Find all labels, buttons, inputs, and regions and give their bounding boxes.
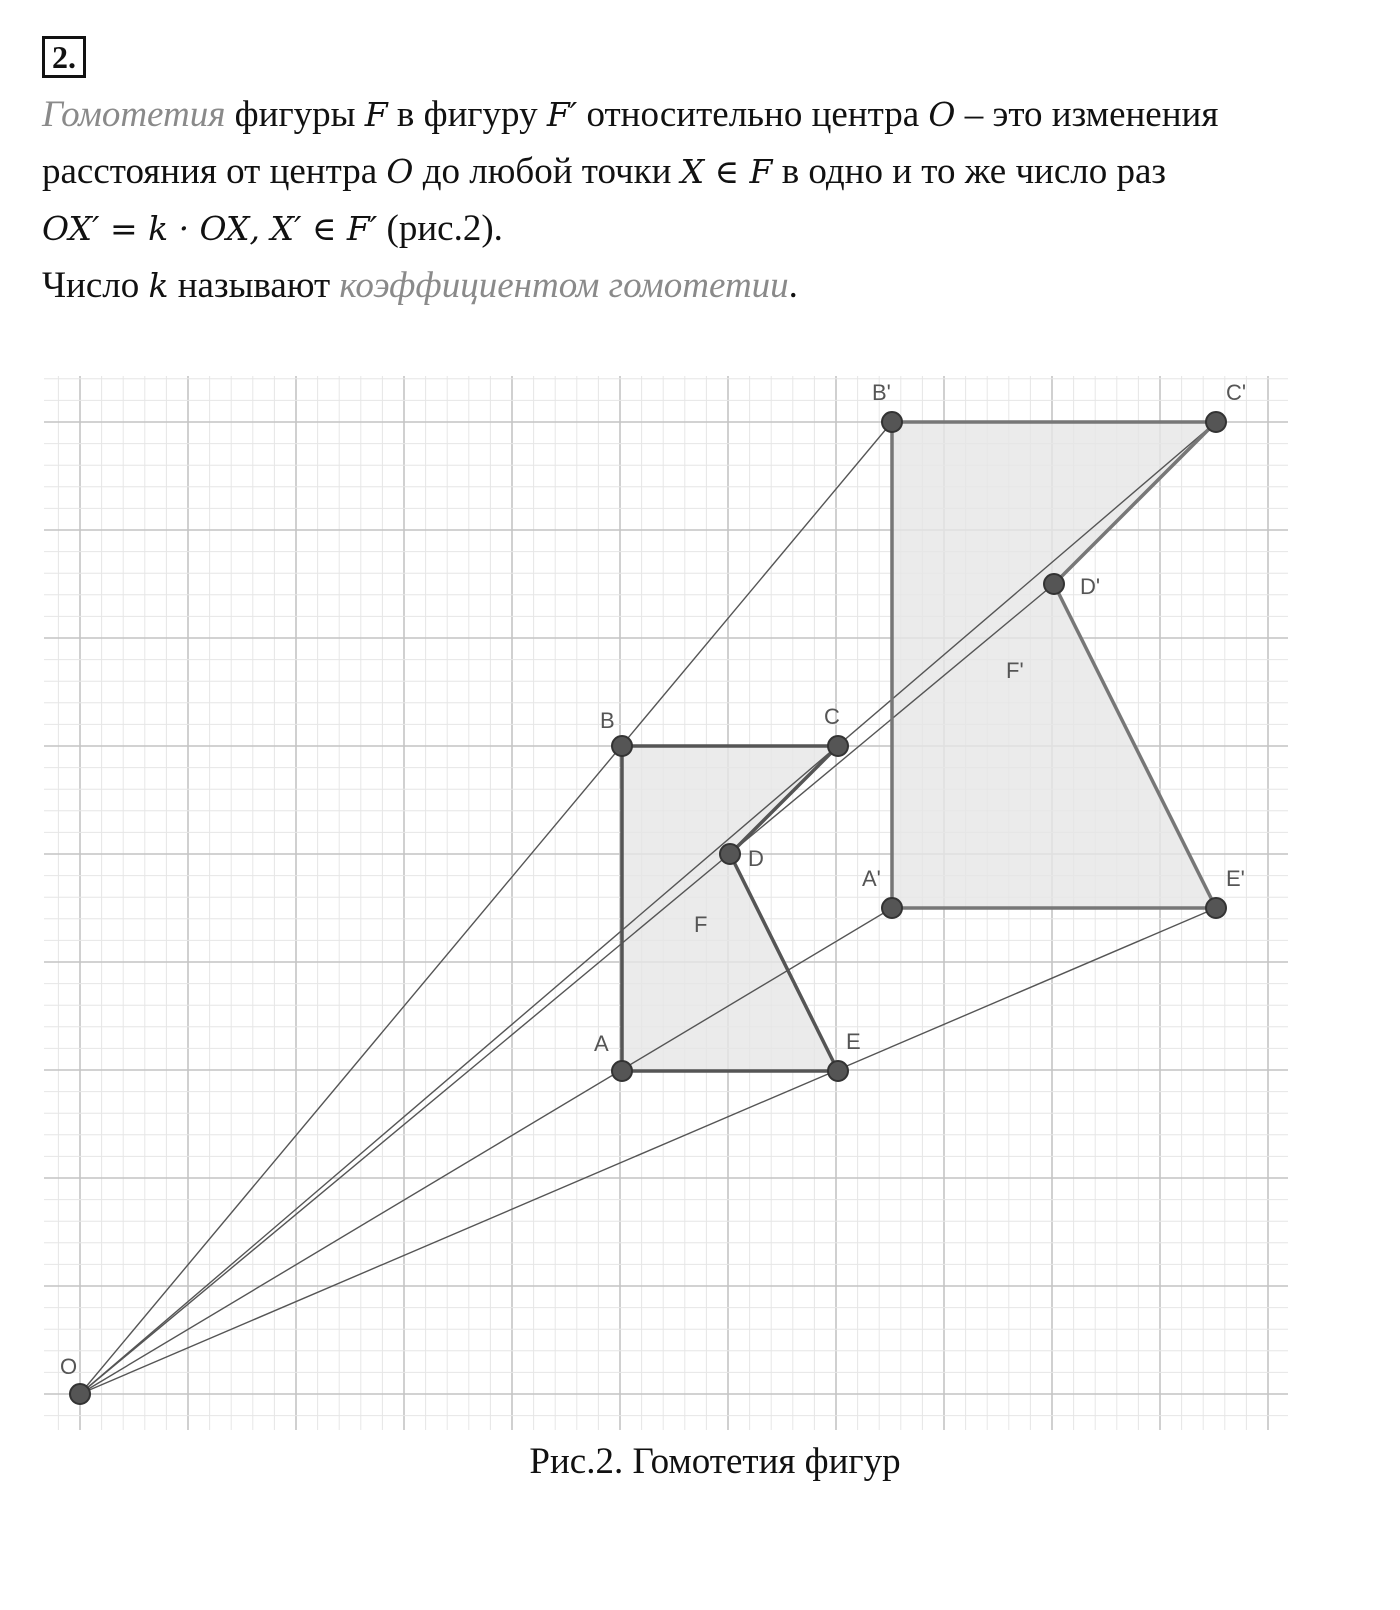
point-B-prime [882,412,902,432]
label-A-prime: A' [862,866,881,891]
point-E-prime [1206,898,1226,918]
math-O: O [386,152,414,191]
label-B-prime: B' [872,380,891,405]
definition-line-1: Гомотетия фигуры F в фигуру F′ относительно центра O – это изменения [42,94,1219,135]
math-F: F [364,95,388,134]
point-C-prime [1206,412,1226,432]
definition-line-2: расстояния от центра O до любой точки X ∈ F в одно и то же число раз [42,151,1167,192]
label-C: C [824,704,840,729]
point-A-prime [882,898,902,918]
math-O: O [928,95,956,134]
ray-O-D-prime [80,584,1054,1394]
label-D: D [748,846,764,871]
math-formula: OX′ = k · OX, X′ ∈ F′ [42,209,378,248]
ray-O-A-prime [80,908,892,1394]
label-C-prime: C' [1226,380,1247,405]
label-figure-F: F [694,912,708,937]
label-O: O [60,1354,78,1379]
math-F-prime: F′ [546,95,578,134]
ray-O-B-prime [80,422,892,1394]
figure-F-fill [622,746,838,1071]
definition-text [42,86,1372,314]
point-D [720,844,740,864]
figure-caption: Рис.2. Гомотетия фигур [529,1441,901,1482]
label-E: E [846,1029,861,1054]
definition-line-3: OX′ = k · OX, X′ ∈ F′ (рис.2). [42,208,503,249]
term-homothety: Гомотетия [42,94,226,135]
label-figure-F-prime: F' [1006,658,1024,683]
math-k: k [148,266,169,305]
point-D-prime [1044,574,1064,594]
label-D-prime: D' [1080,574,1101,599]
definition-line-4: Число k называют коэффициентом гомотетии. [42,265,798,306]
math-X-in-F: X ∈ F [680,152,773,191]
homothety-figure [0,370,1320,1440]
point-A [612,1061,632,1081]
point-B [612,736,632,756]
point-E [828,1061,848,1081]
term-coefficient: коэффициентом гомотетии [339,265,789,306]
problem-number: 2. [42,36,86,78]
point-C [828,736,848,756]
label-B: B [600,708,615,733]
label-E-prime: E' [1226,866,1245,891]
label-A: A [594,1031,609,1056]
figure-F-prime-fill [892,422,1216,908]
point-O [70,1384,90,1404]
